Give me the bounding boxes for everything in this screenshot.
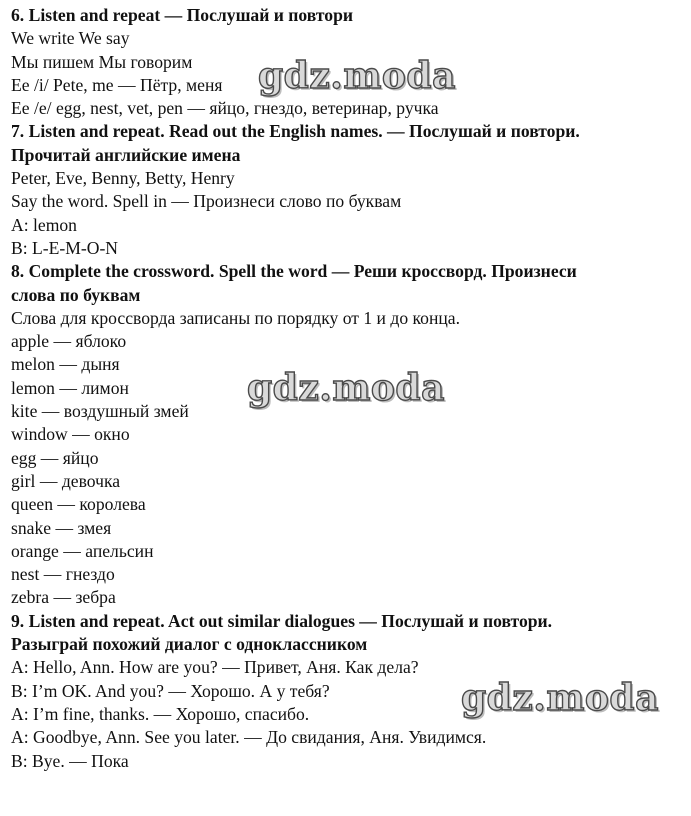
exercise-heading-line: Прочитай английские имена xyxy=(11,144,241,165)
watermark-logo: gdz.moda xyxy=(247,367,445,409)
text-line: kite — воздушный змей xyxy=(11,401,189,422)
text-line: B: L-E-M-O-N xyxy=(11,237,119,258)
text-line: Мы пишем Мы говорим xyxy=(11,51,193,72)
exercise-heading-line: слова по буквам xyxy=(11,284,141,305)
text-line: B: Bye. — Пока xyxy=(11,750,129,771)
exercise-heading-line: 7. Listen and repeat. Read out the English names. — Послушай и повтори. xyxy=(11,121,580,142)
text-line: Ee /i/ Pete, me — Пётр, меня xyxy=(11,74,223,95)
text-line: A: Goodbye, Ann. See you later. — До свидания, Аня. Увидимся. xyxy=(11,727,487,748)
text-line: snake — змея xyxy=(11,517,112,538)
text-line: apple — яблоко xyxy=(11,331,127,352)
text-line: A: I’m fine, thanks. — Хорошо, спасибо. xyxy=(11,703,310,724)
text-line: Ee /e/ egg, nest, vet, pen — яйцо, гнездо, ветеринар, ручка xyxy=(11,98,439,119)
text-line: A: lemon xyxy=(11,214,77,235)
text-line: queen — королева xyxy=(11,494,146,515)
text-line: orange — апельсин xyxy=(11,540,154,561)
text-line: Say the word. Spell in — Произнеси слово по буквам xyxy=(11,191,402,212)
exercise-heading-line: 8. Complete the crossword. Spell the word — Реши кроссворд. Произнеси xyxy=(11,261,577,282)
text-line: Слова для кроссворда записаны по порядку от 1 и до конца. xyxy=(11,307,461,328)
exercise-heading-line: 9. Listen and repeat. Act out similar dialogues — Послушай и повтори. xyxy=(11,610,553,631)
text-line: nest — гнездо xyxy=(11,564,115,585)
text-line: egg — яйцо xyxy=(11,447,99,468)
exercise-heading-line: 6. Listen and repeat — Послушай и повтори xyxy=(11,5,353,25)
text-line: Peter, Eve, Benny, Betty, Henry xyxy=(11,168,235,189)
watermark-logo: gdz.moda xyxy=(461,677,659,719)
text-line: B: I’m OK. And you? — Хорошо. А у тебя? xyxy=(11,680,330,701)
text-line: zebra — зебра xyxy=(11,587,116,608)
text-line: melon — дыня xyxy=(11,354,120,375)
watermark-logo: gdz.moda xyxy=(258,55,456,97)
text-line: A: Hello, Ann. How are you? — Привет, Аня. Как дела? xyxy=(11,657,419,678)
text-line: window — окно xyxy=(11,424,130,445)
text-line: girl — девочка xyxy=(11,470,121,491)
text-line: lemon — лимон xyxy=(11,377,129,398)
text-line: We write We say xyxy=(11,28,130,49)
exercise-heading-line: Разыграй похожий диалог с одноклассником xyxy=(11,634,368,655)
